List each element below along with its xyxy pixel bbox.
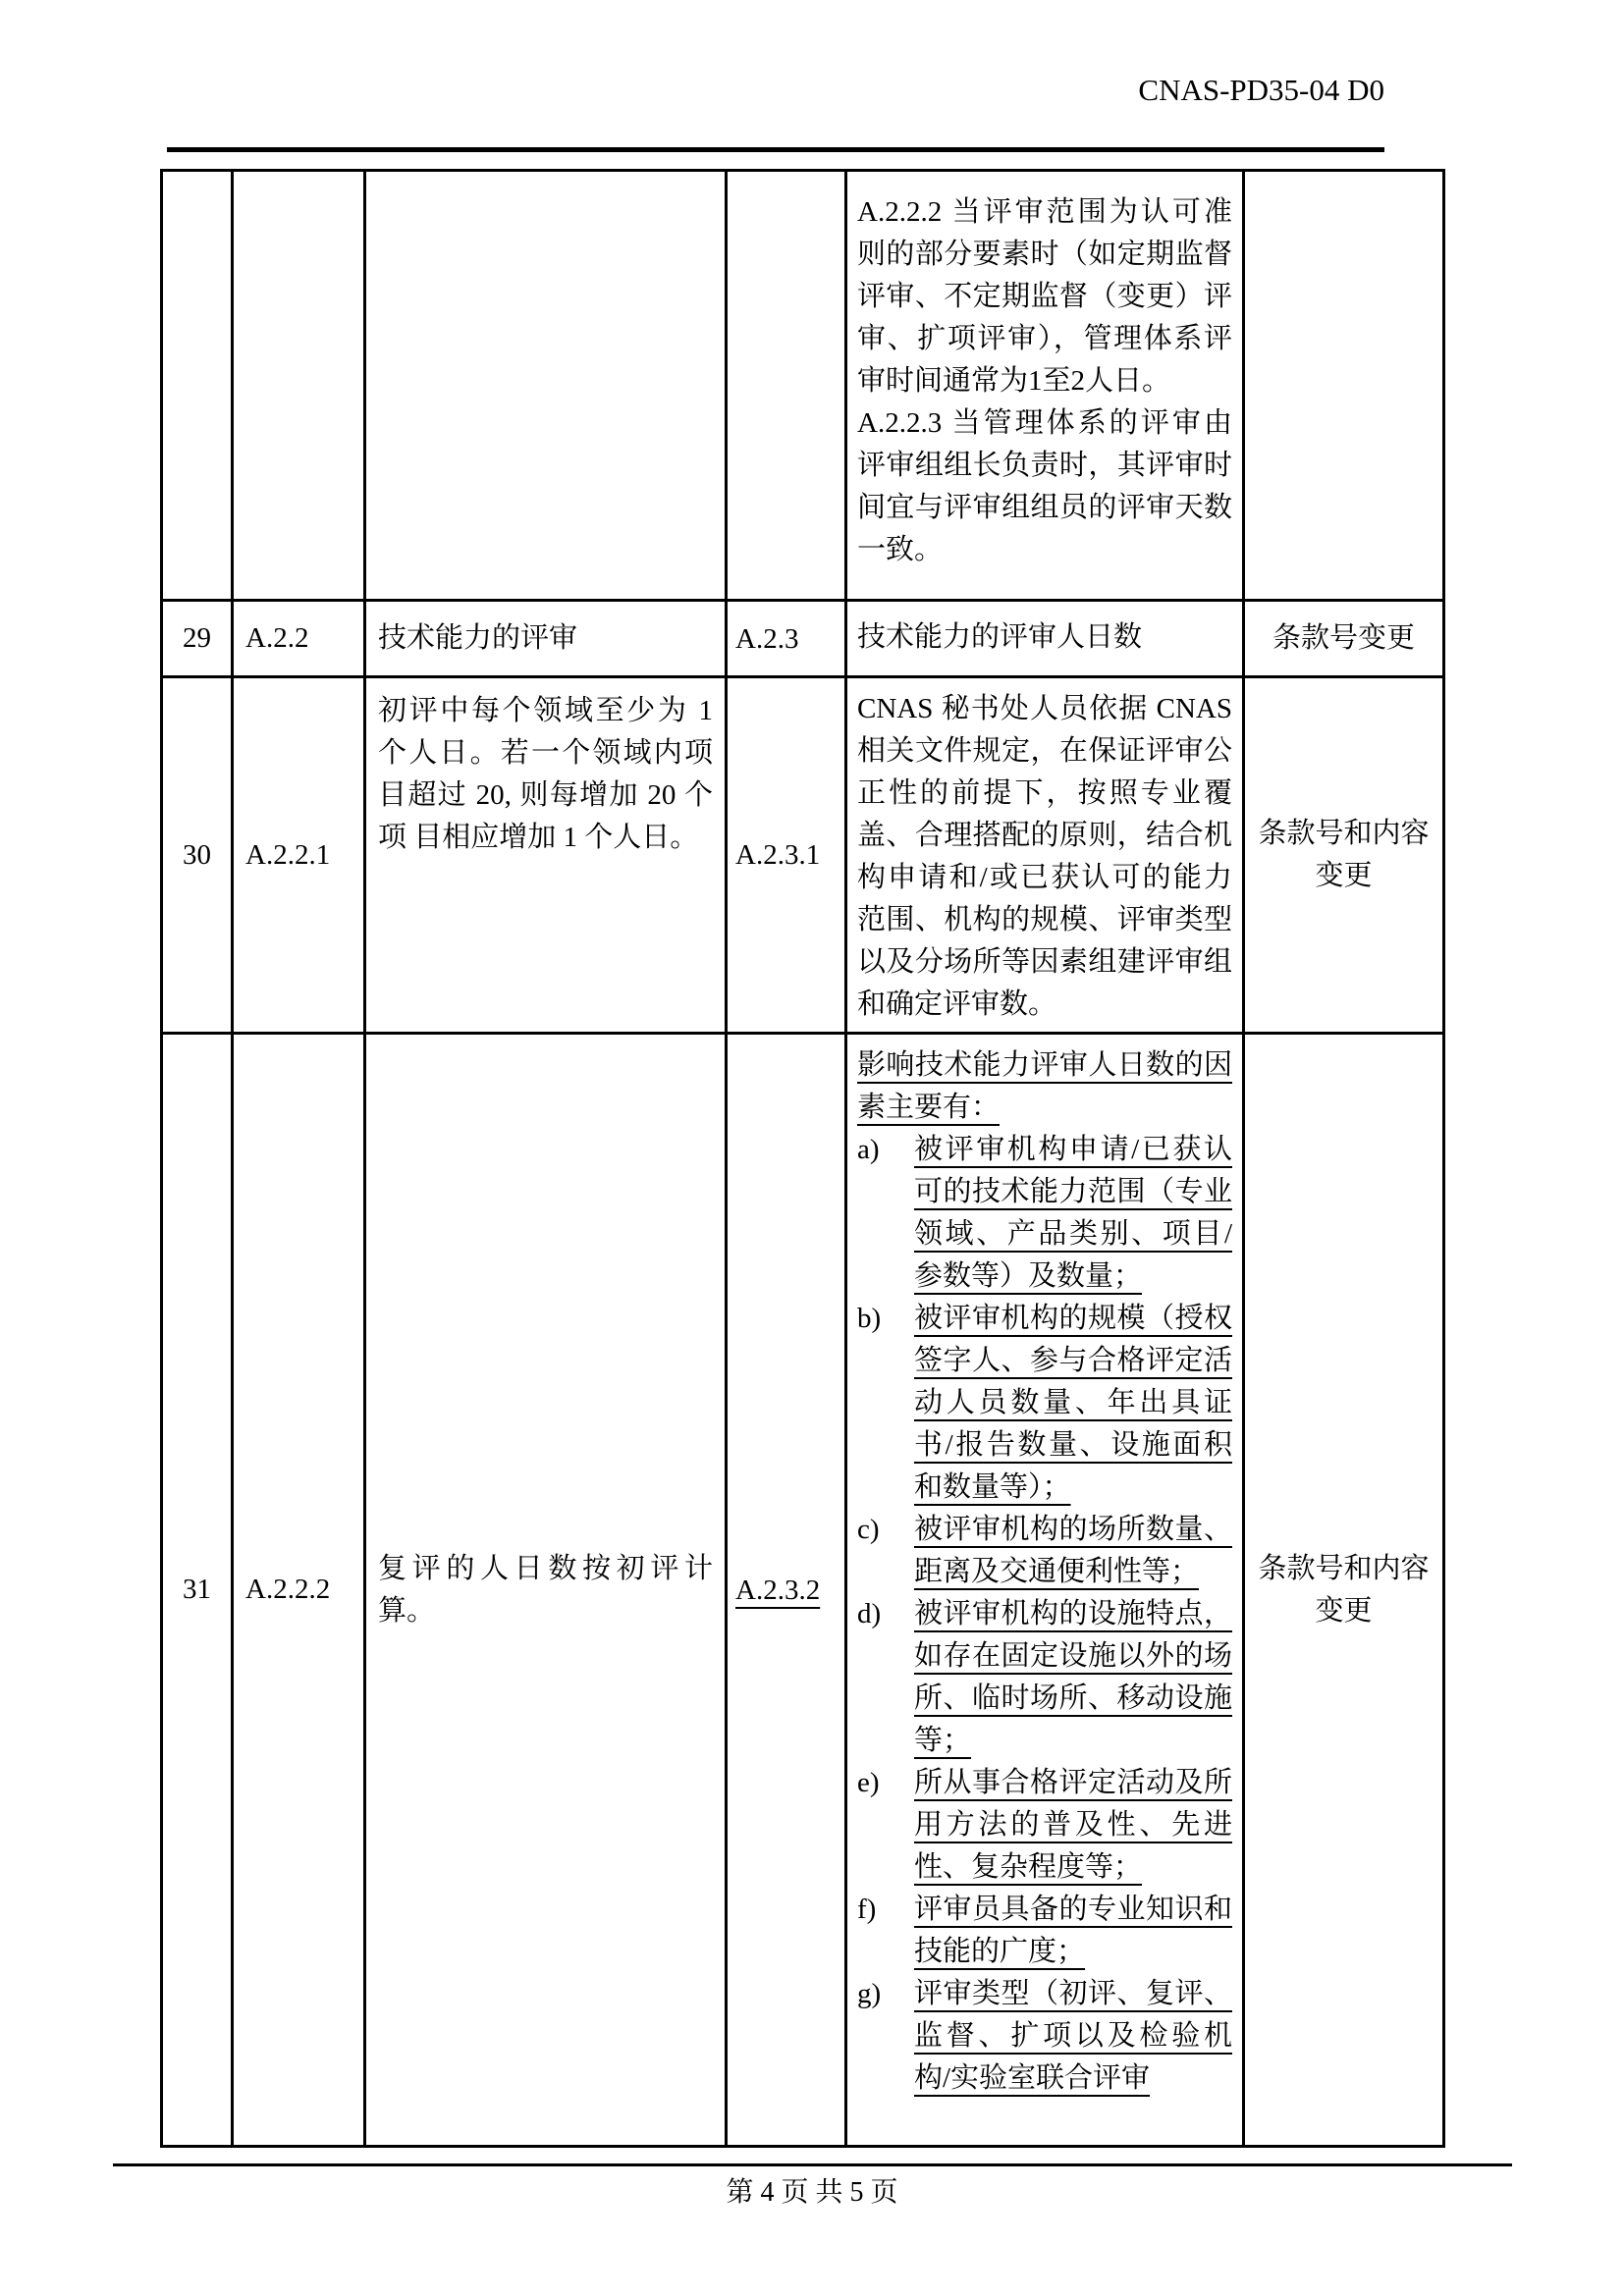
footer-rule — [113, 2163, 1512, 2166]
cell-old-clause — [233, 171, 365, 601]
list-item-text: 被评审机构申请/已获认可的技术能力范围（专业领域、产品类别、项目/参数等）及数量； — [914, 1134, 1232, 1292]
list-item-text: 被评审机构的场所数量、距离及交通便利性等； — [914, 1514, 1232, 1587]
revision-comparison-table — [160, 169, 1445, 2148]
cell-old-content: 复评的人日数按初评计算。 — [365, 1034, 727, 2147]
list-item — [857, 1973, 1232, 2100]
cell-change-type: 条款号变更 — [1244, 601, 1444, 677]
page-number: 第 4 页 共 5 页 — [726, 2177, 898, 2208]
list-item — [857, 1762, 1232, 1889]
list-item — [857, 1593, 1232, 1762]
list-item-text: 所从事合格评定活动及所用方法的普及性、先进性、复杂程度等； — [914, 1767, 1232, 1883]
cell-seq-no: 29 — [162, 601, 233, 677]
list-item-label: g) — [857, 1978, 882, 2009]
cell-seq-no — [162, 171, 233, 601]
cell-new-clause — [727, 171, 846, 601]
list-item-label: d) — [857, 1598, 882, 1629]
cell-new-clause: A.2.3 — [727, 601, 846, 677]
list-item — [857, 1129, 1232, 1298]
list-item-label: e) — [857, 1767, 880, 1798]
list-item-text: 评审类型（初评、复评、监督、扩项以及检验机构/实验室联合评审 — [914, 1978, 1232, 2094]
cell-new-content — [846, 1034, 1244, 2147]
list-item — [857, 1298, 1232, 1509]
list-item-label: a) — [857, 1134, 880, 1165]
cell-change-type: 条款号和内容变更 — [1244, 1034, 1444, 2147]
list-item-label: b) — [857, 1303, 882, 1334]
cell-new-content — [846, 171, 1244, 601]
cell-old-clause: A.2.2.2 — [233, 1034, 365, 2147]
cell-old-content: 技术能力的评审 — [365, 601, 727, 677]
cell-new-clause: A.2.3.1 — [727, 677, 846, 1034]
list-item-text: 被评审机构的规模（授权签字人、参与合格评定活动人员数量、年出具证书/报告数量、设施面积和数量等）； — [914, 1303, 1232, 1503]
paragraph: A.2.2.2 当评审范围为认可准则的部分要素时（如定期监督评审、不定期监督（变更）评审、扩项评审），管理体系评审时间通常为1至2人日。 — [857, 196, 1232, 397]
table-row-30 — [162, 677, 1444, 1034]
list-item-text: 被评审机构的设施特点，如存在固定设施以外的场所、临时场所、移动设施等； — [914, 1598, 1232, 1756]
list-intro: 影响技术能力评审人日数的因素主要有： — [857, 1049, 1232, 1123]
cell-old-content — [365, 171, 727, 601]
list-item-text: 评审员具备的专业知识和技能的广度； — [914, 1894, 1232, 1967]
cell-seq-no: 30 — [162, 677, 233, 1034]
table-row-29 — [162, 601, 1444, 677]
cell-change-type — [1244, 171, 1444, 601]
cell-old-content: 初评中每个领域至少为 1 个人日。若一个领域内项目超过 20, 则每增加 20 个项 目相应增加 1 个人日。 — [365, 677, 727, 1034]
cell-old-clause: A.2.2 — [233, 601, 365, 677]
list-item — [857, 1509, 1232, 1593]
table-row-continuation — [162, 171, 1444, 601]
cell-seq-no: 31 — [162, 1034, 233, 2147]
paragraph: A.2.2.3 当管理体系的评审由评审组组长负责时，其评审时间宜与评审组组员的评审天数一致。 — [857, 407, 1232, 565]
cell-new-content: CNAS 秘书处人员依据 CNAS 相关文件规定，在保证评审公正性的前提下，按照专业覆盖、合理搭配的原则，结合机构申请和/或已获认可的能力范围、机构的规模、评审类型以及分场所等因素组建评审组和确定评审数。 — [846, 677, 1244, 1034]
cell-new-clause — [727, 1034, 846, 2147]
document-code: CNAS-PD35-04 D0 — [1138, 73, 1384, 107]
list-item — [857, 1889, 1232, 1973]
cell-new-content: 技术能力的评审人日数 — [846, 601, 1244, 677]
cell-old-clause: A.2.2.1 — [233, 677, 365, 1034]
list-item-label: c) — [857, 1514, 880, 1545]
cell-change-type: 条款号和内容变更 — [1244, 677, 1444, 1034]
header-rule — [167, 147, 1384, 152]
table-row-31 — [162, 1034, 1444, 2147]
list-item-label: f) — [857, 1894, 877, 1925]
new-clause-underlined: A.2.3.2 — [735, 1574, 821, 1606]
